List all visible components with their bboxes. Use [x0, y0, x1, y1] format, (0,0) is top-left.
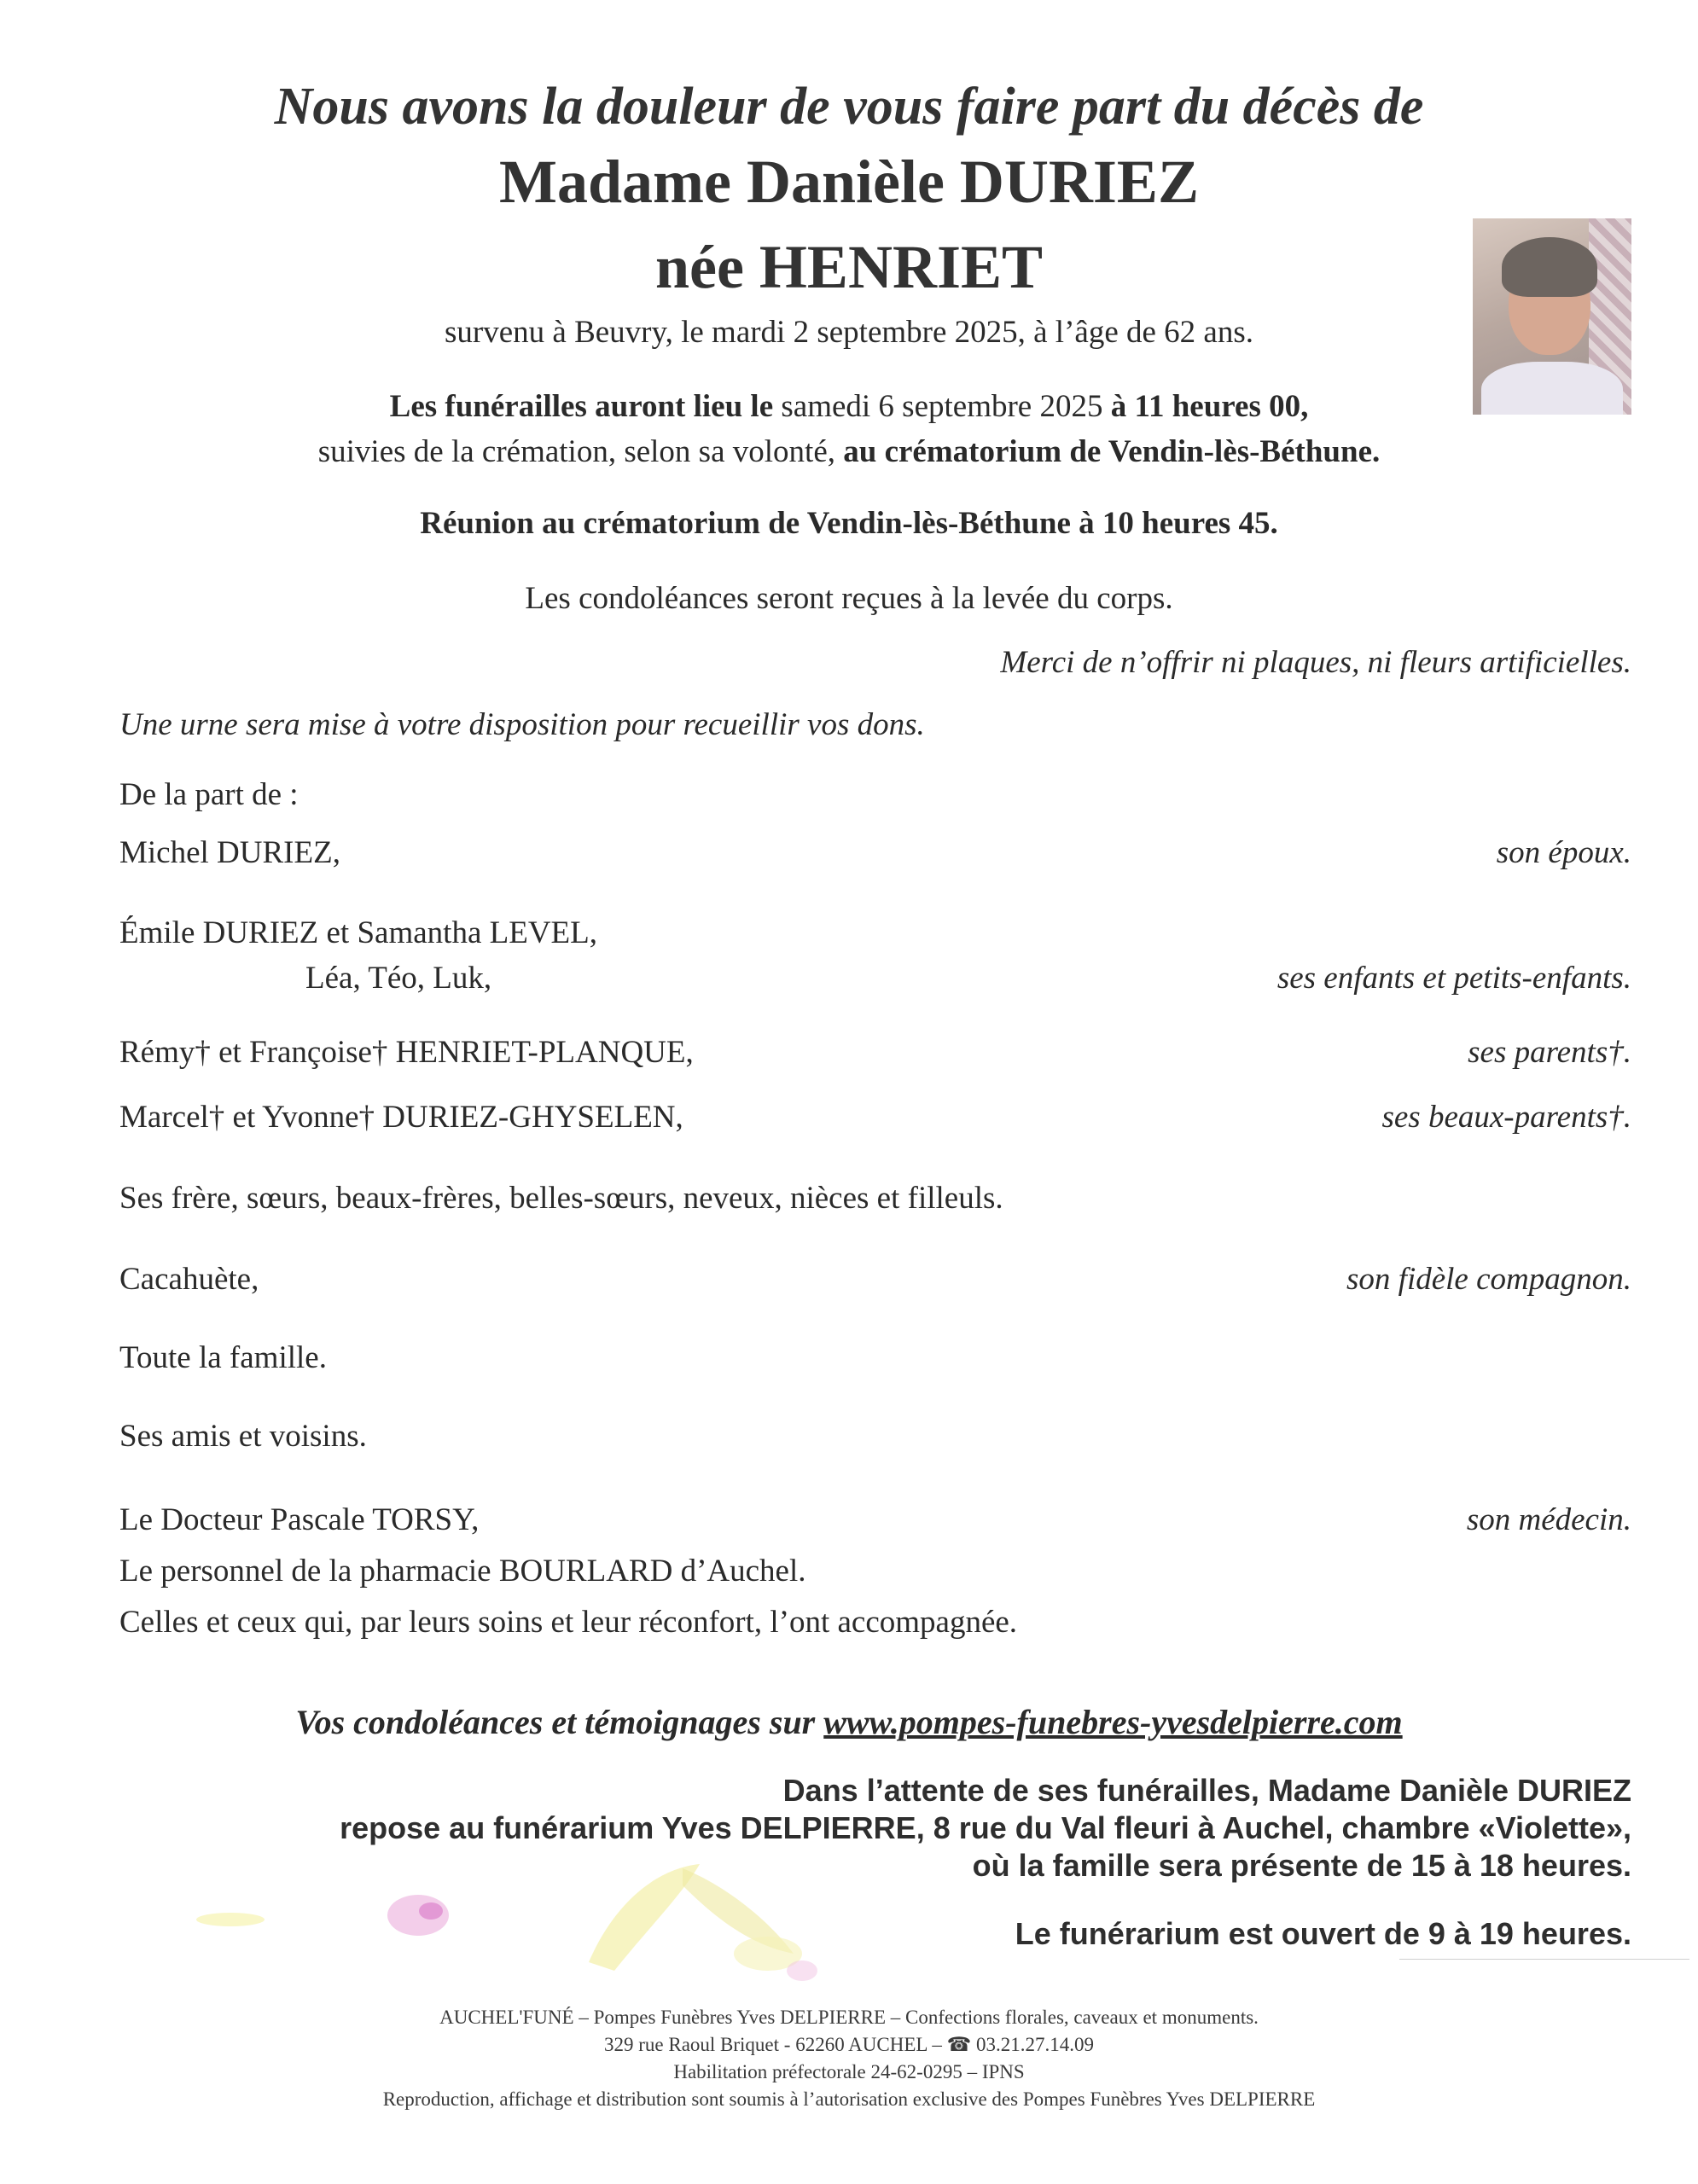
- family-member-left: Ses amis et voisins.: [119, 1419, 367, 1454]
- website-line: [0, 1702, 1698, 1742]
- repose-line-1: Dans l’attente de ses funérailles, Madame Danièle DURIEZ: [782, 1773, 1631, 1808]
- family-member-left: Cacahuète,: [119, 1262, 259, 1297]
- family-member-left: Michel DURIEZ,: [119, 835, 340, 870]
- from-label: De la part de :: [119, 777, 299, 812]
- maiden-name: née HENRIET: [654, 233, 1044, 301]
- portrait-photo: [1473, 218, 1631, 415]
- reunion-line: Réunion au crématorium de Vendin-lès-Béthune à 10 heures 45.: [420, 506, 1278, 541]
- family-member-left: Marcel† et Yvonne† DURIEZ-GHYSELEN,: [119, 1100, 683, 1135]
- funeral-intro: Les funérailles auront lieu le: [389, 389, 774, 424]
- family-member-left: Toute la famille.: [119, 1340, 327, 1375]
- family-relation: ses beaux-parents†.: [1381, 1100, 1631, 1135]
- family-relation: son époux.: [1496, 835, 1631, 870]
- family-relation: son médecin.: [1466, 1502, 1631, 1537]
- funeral-date-line: [0, 388, 1698, 426]
- crematorium-location: au crématorium de Vendin-lès-Béthune.: [843, 434, 1381, 469]
- footer-rights: Reproduction, affichage et distribution sont soumis à l’autorisation exclusive des Pompes Funèbres Yves DELPIERRE: [382, 2088, 1316, 2110]
- family-relation: ses parents†.: [1468, 1035, 1631, 1070]
- website-prefix: Vos condoléances et témoignages sur: [295, 1703, 824, 1741]
- no-plaques-note: Merci de n’offrir ni plaques, ni fleurs artificielles.: [1000, 645, 1631, 680]
- opening-hours: Le funérarium est ouvert de 9 à 19 heures.: [1015, 1916, 1631, 1951]
- funeral-time: à 11 heures 00,: [1110, 389, 1309, 424]
- cremation-line: [0, 433, 1698, 471]
- family-member-left: Rémy† et Françoise† HENRIET-PLANQUE,: [119, 1035, 694, 1070]
- family-member-left: Ses frère, sœurs, beaux-frères, belles-sœurs, neveux, nièces et filleuls.: [119, 1181, 1003, 1216]
- footer-license: Habilitation préfectorale 24-62-0295 – IPNS: [673, 2061, 1025, 2082]
- family-member-left: Le personnel de la pharmacie BOURLARD d’Auchel.: [119, 1554, 806, 1589]
- divider: [1399, 1959, 1689, 1960]
- urn-note: Une urne sera mise à votre disposition pour recueillir vos dons.: [119, 707, 925, 742]
- family-member-left: Émile DURIEZ et Samantha LEVEL,: [119, 915, 597, 950]
- website-link[interactable]: www.pompes-funebres-yvesdelpierre.com: [823, 1703, 1403, 1741]
- family-member-children: Léa, Téo, Luk,: [305, 961, 492, 996]
- condolences-line: Les condoléances seront reçues à la levée du corps.: [525, 581, 1173, 616]
- repose-line-3: où la famille sera présente de 15 à 18 heures.: [972, 1848, 1631, 1883]
- cremation-text: suivies de la crémation, selon sa volonté,: [317, 434, 844, 469]
- deceased-name: Madame Danièle DURIEZ: [499, 148, 1199, 216]
- repose-line-2: repose au funérarium Yves DELPIERRE, 8 rue du Val fleuri à Auchel, chambre «Violette»,: [340, 1810, 1631, 1845]
- funeral-date: samedi 6 septembre 2025: [773, 389, 1111, 424]
- family-member-left: Le Docteur Pascale TORSY,: [119, 1502, 480, 1537]
- footer-address: 329 rue Raoul Briquet - 62260 AUCHEL – ☎ 03.21.27.14.09: [603, 2034, 1094, 2055]
- family-relation: ses enfants et petits-enfants.: [1276, 961, 1631, 996]
- death-info: survenu à Beuvry, le mardi 2 septembre 2025, à l’âge de 62 ans.: [445, 315, 1253, 350]
- headline: Nous avons la douleur de vous faire part du décès de: [274, 78, 1424, 136]
- family-member-left: Celles et ceux qui, par leurs soins et leur réconfort, l’ont accompagnée.: [119, 1605, 1018, 1640]
- footer-company: AUCHEL'FUNÉ – Pompes Funèbres Yves DELPIERRE – Confections florales, caveaux et monuments.: [439, 2007, 1259, 2028]
- family-relation: son fidèle compagnon.: [1346, 1262, 1631, 1297]
